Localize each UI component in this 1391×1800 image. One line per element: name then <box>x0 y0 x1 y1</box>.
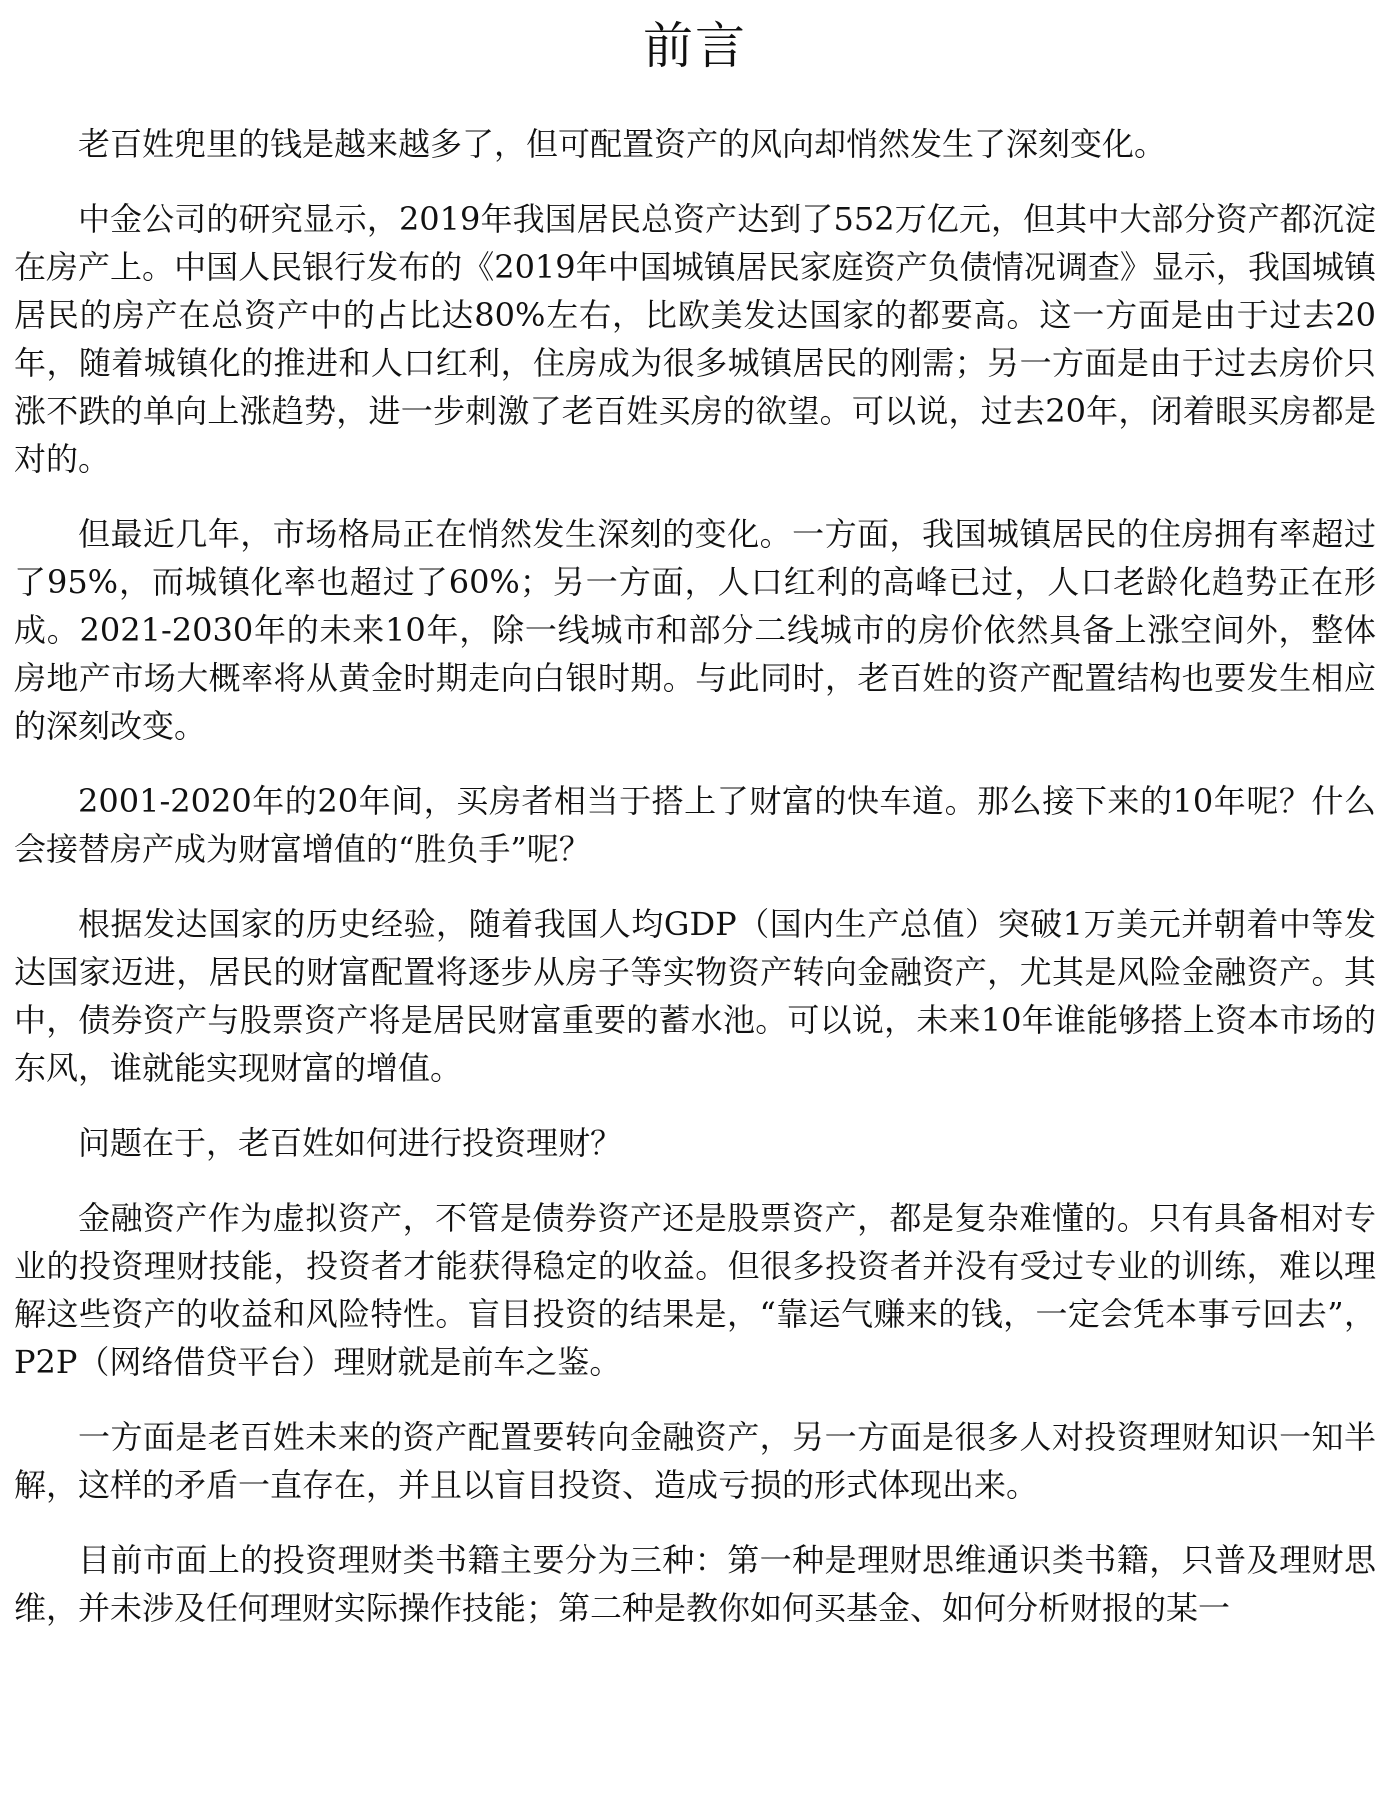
paragraph: 但最近几年，市场格局正在悄然发生深刻的变化。一方面，我国城镇居民的住房拥有率超过了95%，而城镇化率也超过了60%；另一方面，人口红利的高峰已过，人口老龄化趋势正在形成。2021-2030年的未来10年，除一线城市和部分二线城市的房价依然具备上涨空间外，整体房地产市场大概率将从黄金时期走向白银时期。与此同时，老百姓的资产配置结构也要发生相应的深刻改变。 <box>14 515 1376 745</box>
body-text <box>14 120 1376 1632</box>
paragraph: 2001-2020年的20年间，买房者相当于搭上了财富的快车道。那么接下来的10年呢？什么会接替房产成为财富增值的“胜负手”呢？ <box>14 782 1376 868</box>
document-page <box>14 0 1376 1800</box>
paragraph: 金融资产作为虚拟资产，不管是债券资产还是股票资产，都是复杂难懂的。只有具备相对专业的投资理财技能，投资者才能获得稳定的收益。但很多投资者并没有受过专业的训练，难以理解这些资产的收益和风险特性。盲目投资的结果是，“靠运气赚来的钱，一定会凭本事亏回去”，P2P（网络借贷平台）理财就是前车之鉴。 <box>14 1199 1376 1381</box>
paragraph: 老百姓兜里的钱是越来越多了，但可配置资产的风向却悄然发生了深刻变化。 <box>78 125 1167 163</box>
paragraph: 中金公司的研究显示，2019年我国居民总资产达到了552万亿元，但其中大部分资产都沉淀在房产上。中国人民银行发布的《2019年中国城镇居民家庭资产负债情况调查》显示，我国城镇居民的房产在总资产中的占比达80%左右，比欧美发达国家的都要高。这一方面是由于过去20年，随着城镇化的推进和人口红利，住房成为很多城镇居民的刚需；另一方面是由于过去房价只涨不跌的单向上涨趋势，进一步刺激了老百姓买房的欲望。可以说，过去20年，闭着眼买房都是对的。 <box>14 200 1376 478</box>
paragraph: 一方面是老百姓未来的资产配置要转向金融资产，另一方面是很多人对投资理财知识一知半解，这样的矛盾一直存在，并且以盲目投资、造成亏损的形式体现出来。 <box>14 1418 1376 1504</box>
page-title: 前言 <box>643 17 747 75</box>
paragraph: 问题在于，老百姓如何进行投资理财？ <box>78 1124 623 1162</box>
paragraph: 根据发达国家的历史经验，随着我国人均GDP（国内生产总值）突破1万美元并朝着中等发达国家迈进，居民的财富配置将逐步从房子等实物资产转向金融资产，尤其是风险金融资产。其中，债券资产与股票资产将是居民财富重要的蓄水池。可以说，未来10年谁能够搭上资本市场的东风，谁就能实现财富的增值。 <box>14 905 1376 1087</box>
paragraph: 目前市面上的投资理财类书籍主要分为三种：第一种是理财思维通识类书籍，只普及理财思维，并未涉及任何理财实际操作技能；第二种是教你如何买基金、如何分析财报的某一 <box>14 1541 1376 1627</box>
